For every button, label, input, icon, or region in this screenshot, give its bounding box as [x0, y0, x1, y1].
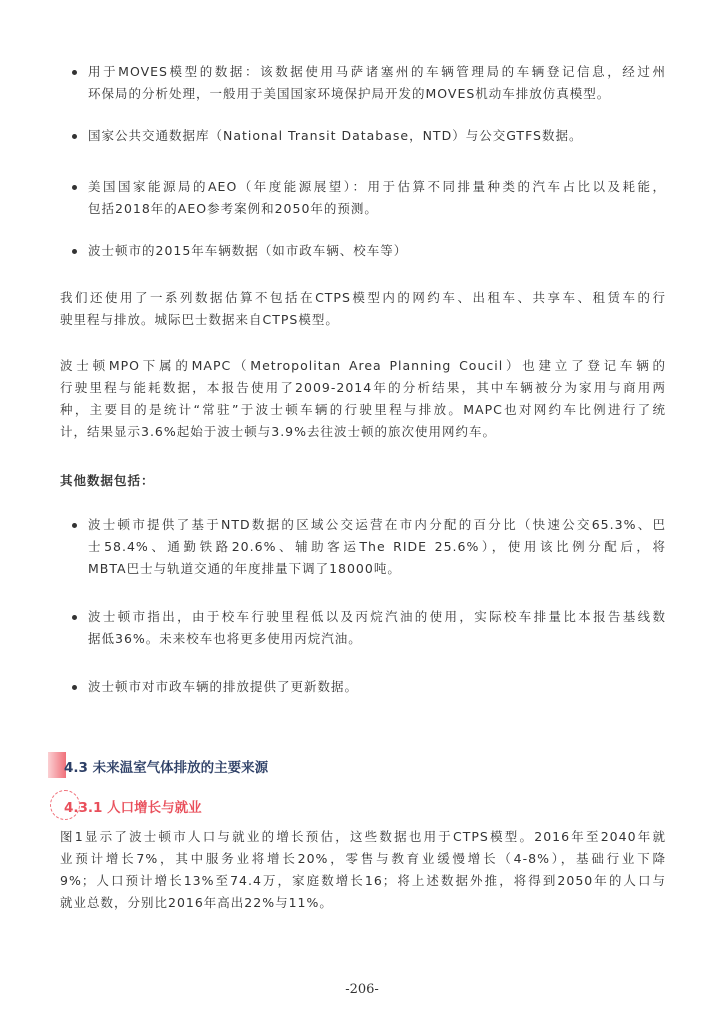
- text-line: 波士顿市的2015年车辆数据（如市政车辆、校车等）: [88, 243, 408, 258]
- bullet-icon: [72, 70, 77, 75]
- text-line: 士58.4%、通勤铁路20.6%、辅助客运The RIDE 25.6%），使用该比例分配后，将: [88, 539, 666, 554]
- text-line: 计，结果显示3.6%起始于波士顿与3.9%去往波士顿的旅次使用网约车。: [60, 424, 497, 439]
- text-line: 波士顿MPO下属的MAPC（Metropolitan Area Planning Coucil）也建立了登记车辆的: [60, 358, 666, 373]
- text-line: 业预计增长7%，其中服务业将增长20%，零售与教育业缓慢增长（4-8%），基础行业下降: [60, 851, 666, 866]
- bullet-icon: [72, 685, 77, 690]
- bullet-item: [88, 606, 666, 650]
- text-line: 种，主要目的是统计“常驻”于波士顿车辆的行驶里程与排放。MAPC也对网约车比例进行了统: [60, 402, 666, 417]
- page-number: -206-: [345, 982, 379, 997]
- text-line: 9%；人口预计增长13%至74.4万，家庭数增长16；将上述数据外推，将得到2050年的人口与: [60, 873, 666, 888]
- text-line: 行驶里程与能耗数据，本报告使用了2009-2014年的分析结果，其中车辆被分为家用与商用两: [60, 380, 666, 395]
- text-line: 国家公共交通数据库（National Transit Database，NTD）与公交GTFS数据。: [88, 128, 583, 143]
- heading-text: 4.3.1 人口增长与就业: [64, 800, 202, 816]
- bullet-item: [88, 125, 666, 147]
- bullet-icon: [72, 615, 77, 620]
- heading-text: 其他数据包括：: [60, 473, 155, 488]
- paragraph: [60, 355, 666, 443]
- bullet-item: [88, 514, 666, 580]
- bullet-item: [88, 676, 666, 698]
- other-data-heading: [60, 470, 666, 492]
- text-line: MBTA巴士与轨道交通的年度排量下调了18000吨。: [88, 561, 401, 576]
- section-heading-4-3: [48, 752, 448, 778]
- text-line: 环保局的分析处理，一般用于美国国家环境保护局开发的MOVES机动车排放仿真模型。: [88, 86, 611, 101]
- text-line: 包括2018年的AEO参考案例和2050年的预测。: [88, 201, 378, 216]
- bullet-icon: [72, 249, 77, 254]
- text-line: 我们还使用了一系列数据估算不包括在CTPS模型内的网约车、出租车、共享车、租赁车的行: [60, 290, 666, 305]
- bullet-item: [88, 240, 666, 262]
- heading-text: 4.3 未来温室气体排放的主要来源: [64, 760, 269, 776]
- text-line: 就业总数，分别比2016年高出22%与11%。: [60, 895, 333, 910]
- text-line: 波士顿市提供了基于NTD数据的区域公交运营在市内分配的百分比（快速公交65.3%、巴: [88, 517, 666, 532]
- bullet-icon: [72, 523, 77, 528]
- section-heading-4-3-1: [50, 790, 450, 820]
- paragraph: [60, 826, 666, 914]
- text-line: 用于MOVES模型的数据：该数据使用马萨诸塞州的车辆管理局的车辆登记信息，经过州: [88, 64, 666, 79]
- text-line: 波士顿市指出，由于校车行驶里程低以及丙烷汽油的使用，实际校车排量比本报告基线数: [88, 609, 666, 624]
- text-line: 图1显示了波士顿市人口与就业的增长预估，这些数据也用于CTPS模型。2016年至2040年就: [60, 829, 666, 844]
- paragraph: [60, 287, 666, 331]
- text-line: 美国国家能源局的AEO（年度能源展望）：用于估算不同排量种类的汽车占比以及耗能，: [88, 179, 666, 194]
- bullet-item: [88, 61, 666, 105]
- bullet-icon: [72, 185, 77, 190]
- text-line: 驶里程与排放。城际巴士数据来自CTPS模型。: [60, 312, 339, 327]
- bullet-item: [88, 176, 666, 220]
- text-line: 波士顿市对市政车辆的排放提供了更新数据。: [88, 679, 359, 694]
- bullet-icon: [72, 134, 77, 139]
- text-line: 据低36%。未来校车也将更多使用丙烷汽油。: [88, 631, 362, 646]
